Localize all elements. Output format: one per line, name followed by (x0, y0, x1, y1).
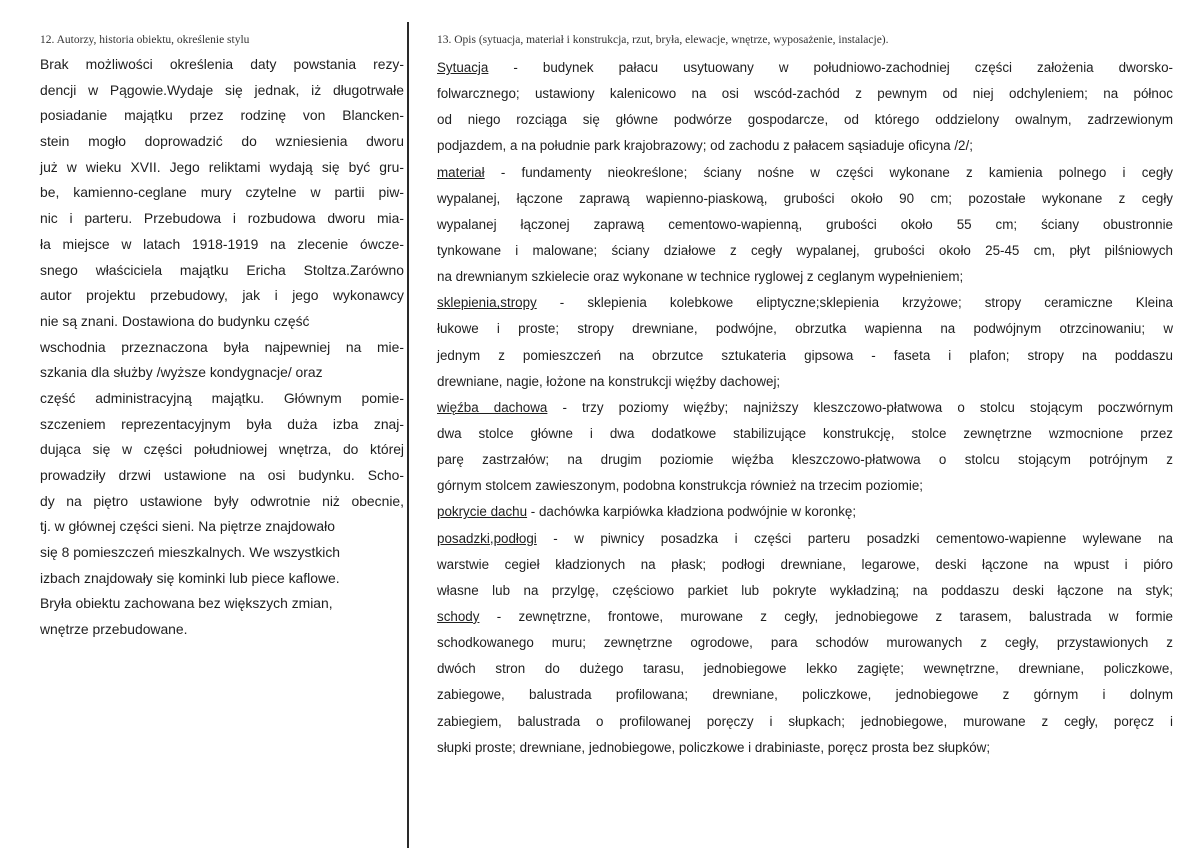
line-text: drewniane, nagie, łożone na konstrukcji więźby dachowej; (437, 373, 781, 389)
section-13-heading: 13. Opis (sytuacja, materiał i konstrukcja, rzut, bryła, elewacje, wnętrze, wyposażenie, instalacje). (437, 34, 889, 46)
text-line: stein mogło doprowadzić do wzniesienia dworu (40, 133, 404, 150)
text-line: się 8 pomieszczeń mieszkalnych. We wszystkich (40, 544, 341, 561)
text-line (437, 604, 1173, 630)
line-text: wypalanej łączonej zaprawą cementowo-wapienną, grubości około 55 cm; ściany obustronnie (437, 216, 1173, 232)
text-line: nie są znani. Dostawiona do budynku część (40, 312, 310, 329)
text-line: wnętrze przebudowane. (40, 621, 188, 638)
line-text: jednym z pomieszczeń na obrzutce sztukateria gipsowa - faseta i plafon; stropy na poddaszu (437, 347, 1173, 363)
section-13-body (437, 55, 1173, 761)
line-text: dwóch stron do dużego tarasu, jednobiegowe lekko zagięte; wewnętrzne, drewniane, policzkowe, (437, 661, 1173, 677)
line-text: - zewnętrzne, frontowe, murowane z cegły, jednobiegowe z tarasem, balustrada w formie (479, 608, 1173, 624)
text-line: szczeniem reprezentacyjnym była duża izba znaj- (40, 415, 404, 432)
text-line: prowadziły drzwi ustawione na osi budynku. Scho- (40, 467, 404, 483)
line-text: słupki proste; drewniane, jednobiegowe, policzkowe i drabiniaste, poręcz prosta bez słupków; (437, 739, 991, 755)
text-line (437, 682, 1173, 708)
text-line: już w wieku XVII. Jego reliktami wydają się być gru- (40, 158, 404, 175)
text-line: snego właściciela majątku Ericha Stoltza.Zarówno (40, 261, 404, 278)
section-term: Sytuacja (437, 60, 489, 75)
line-text: parę zastrzałów; na drugim poziomie więźba kleszczowo-płatwowa o stolcu stojącym potrójnym z (437, 452, 1173, 468)
section-term: sklepienia,stropy (437, 295, 537, 311)
text-line (437, 656, 1173, 682)
line-text: zabiegowe, balustrada profilowana; drewniane, policzkowe, jednobiegowe z górnym i dolnym (437, 687, 1173, 703)
text-line: część administracyjną majątku. Głównym pomie- (40, 389, 404, 406)
text-line (437, 186, 1173, 212)
line-text: wypalanej, łączone zaprawą wapienno-piaskową, grubości około 90 cm; pozostałe wykonane z cegły (437, 190, 1173, 206)
line-text: folwarcznego; ustawiony kalenicowo na osi wscód-zachód z pewnym od niej odchyleniem; na północ (437, 86, 1173, 102)
line-text: podjazdem, a na południe park krajobrazowy; od zachodu z pałacem sąsiaduje oficyna /2/; (437, 138, 973, 154)
line-text: od niego rozciąga się główne podwórze gospodarcze, od którego oddzielony owalnym, zadrzewionym (437, 112, 1173, 128)
text-line: nic i parteru. Przebudowa i rozbudowa dworu mia- (40, 210, 404, 227)
section-term: materiał (437, 164, 485, 180)
text-line (437, 81, 1173, 107)
section-12-body (40, 52, 404, 643)
text-line (437, 447, 1173, 473)
line-text: tynkowane i malowane; ściany działowe z cegły wypalanej, grubości około 25-45 cm, płyt pilśniowych (437, 242, 1173, 258)
text-line (437, 212, 1173, 238)
text-line: dująca się w części południowej wnętrza, do której (40, 441, 404, 458)
text-line (437, 630, 1173, 656)
text-line: izbach znajdowały się kominki lub piece kaflowe. (40, 569, 340, 586)
text-line: autor projektu przebudowy, jak i jego wykonawcy (40, 287, 404, 304)
text-line: szkania dla służby /wyższe kondygnacje/ oraz (40, 364, 323, 381)
text-line (437, 290, 1173, 316)
line-text: - sklepienia kolebkowe eliptyczne;sklepienia krzyżowe; stropy ceramiczne Kleina (536, 295, 1173, 311)
text-line (437, 55, 1173, 81)
text-line: posiadanie majątku przez rodzinę von Blancken- (40, 107, 404, 124)
text-line (437, 264, 1173, 290)
text-line (437, 343, 1173, 369)
text-line (437, 369, 1173, 395)
line-text: schodkowanego muru; zewnętrzne ogrodowe, para schodów murowanych z cegły, przystawionych z (437, 635, 1173, 651)
line-text: warstwie cegieł kładzionych na płask; podłogi drewniane, legarowe, deski łączone na wpust i pióro (437, 556, 1173, 572)
text-line (437, 499, 1173, 525)
line-text: zabiegiem, balustrada o profilowanej poręczy i słupkach; jednobiegowe, murowane z cegły, poręcz i (437, 713, 1173, 729)
text-line: Bryła obiektu zachowana bez większych zmian, (40, 595, 333, 612)
line-text: górnym stolcem zawieszonym, podobna konstrukcja również na trzecim poziomie; (437, 478, 923, 494)
text-line: dencji w Pągowie.Wydaje się jednak, iż długotrwałe (40, 81, 404, 98)
line-text: łukowe i proste; stropy drewniane, podwójne, obrzutka wapienna na podwójnym otrzcinowaniu; w (437, 321, 1173, 337)
line-text: - dachówka karpiówka kładziona podwójnie w koronkę; (527, 504, 857, 520)
text-line (437, 578, 1173, 604)
line-text: - trzy poziomy więźby; najniższy kleszczowo-płatwowa o stolcu stojącym poczwórnym (547, 399, 1173, 415)
text-line: be, kamienno-ceglane mury czytelne w partii piw- (40, 184, 404, 201)
text-line (437, 735, 1173, 761)
text-line (437, 107, 1173, 133)
section-term: schody (437, 608, 480, 624)
text-line (437, 709, 1173, 735)
line-text: na drewnianym szkielecie oraz wykonane w technice ryglowej z ceglanym wypełnieniem; (437, 269, 964, 285)
text-line: wschodnia przeznaczona była najpewniej na mie- (40, 338, 404, 355)
text-line (437, 552, 1173, 578)
line-text: - budynek pałacu usytuowany w południowo-zachodniej części założenia dworsko- (488, 60, 1173, 75)
text-line: tj. w głównej części sieni. Na piętrze znajdowało (40, 518, 335, 535)
text-line (437, 526, 1173, 552)
text-line (437, 395, 1173, 421)
line-text: dwa stolce główne i dwa dodatkowe stabilizujące konstrukcję, stolce zewnętrzne wzmocnione przez (437, 425, 1173, 441)
text-line (437, 421, 1173, 447)
text-line: ła miejsce w latach 1918-1919 na zlecenie ówcze- (40, 235, 404, 252)
section-term: posadzki,podłogi (437, 530, 537, 546)
section-term: więźba dachowa (437, 399, 548, 415)
text-line: Brak możliwości określenia daty powstania rezy- (40, 56, 404, 72)
text-line (437, 160, 1173, 186)
text-line (437, 133, 1173, 159)
section-term: pokrycie dachu (437, 504, 528, 520)
text-line: dy na piętro ustawione były odwrotnie niż obecnie, (40, 492, 404, 509)
text-line (437, 238, 1173, 264)
text-line (437, 316, 1173, 342)
text-line (437, 473, 1173, 499)
line-text: własne lub na przylgę, częściowo parkiet lub pokryte wykładziną; na poddaszu deski łączone na styk; (437, 582, 1173, 598)
column-divider (407, 22, 409, 848)
line-text: - fundamenty nieokreślone; ściany nośne w części wykonane z kamienia polnego i cegły (484, 164, 1173, 180)
line-text: - w piwnicy posadzka i części parteru posadzki cementowo-wapienne wylewane na (536, 530, 1173, 546)
section-12-heading: 12. Autorzy, historia obiektu, określenie stylu (40, 34, 250, 46)
